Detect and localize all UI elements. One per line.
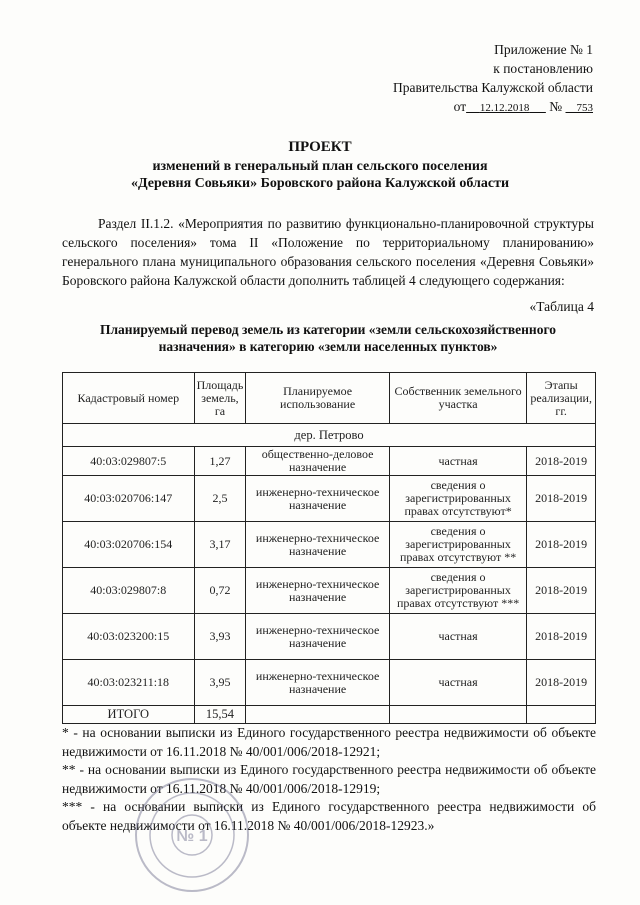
header-cadastral: Кадастровый номер <box>63 373 195 424</box>
subtitle-line1: изменений в генеральный план сельского поселения <box>152 159 488 174</box>
cell-use: инженерно-техническое назначение <box>246 476 389 522</box>
cell-owner: сведения о зарегистрированных правах отсутствуют ** <box>389 522 527 568</box>
cell-cadastral: 40:03:020706:154 <box>63 522 195 568</box>
footnote-1: * - на основании выписки из Единого государственного реестра недвижимости об объекте недвижимости от 16.11.2018 № 40/001/006/2018-12921; <box>62 725 596 759</box>
table-row <box>63 522 596 568</box>
number-prefix: № <box>549 99 563 114</box>
cell-area: 1,27 <box>194 447 246 476</box>
date-prefix: от <box>453 99 467 114</box>
total-empty-cell <box>527 706 596 724</box>
total-label: ИТОГО <box>63 706 195 724</box>
table-row <box>63 614 596 660</box>
appendix-date-line <box>393 97 593 118</box>
cell-area: 3,17 <box>194 522 246 568</box>
table-row <box>63 568 596 614</box>
caption-line1: Планируемый перевод земель из категории «земли сельскохозяйственного <box>99 322 557 337</box>
cell-use: инженерно-техническое назначение <box>246 522 389 568</box>
cell-stage: 2018-2019 <box>527 568 596 614</box>
appendix-number <box>566 102 594 114</box>
subtitle-line2: «Деревня Совьяки» Боровского района Калужской области <box>130 176 510 191</box>
table-header-row <box>63 373 596 424</box>
table-row <box>63 447 596 476</box>
total-value: 15,54 <box>194 706 246 724</box>
footnote-3: *** - на основании выписки из Единого государственного реестра недвижимости об объекте недвижимости от 16.11.2018 № 40/001/006/2018-12923.» <box>62 799 596 833</box>
cell-owner: частная <box>389 660 527 706</box>
table-label: «Таблица 4 <box>529 299 594 314</box>
table-row <box>63 660 596 706</box>
stamp-number: № 1 <box>176 828 208 845</box>
intro-paragraph: Раздел II.1.2. «Мероприятия по развитию функционально-планировочной структуры сельского поселения» тома II «Положение по территориальному планированию» генерального плана муниципального образования сельского поселения «Деревня Совьяки» Боровского района Калужской области дополнить таблицей 4 следующего содержания: <box>62 216 594 288</box>
cell-area: 0,72 <box>194 568 246 614</box>
cell-use: общественно-деловое назначение <box>246 447 389 476</box>
total-empty-cell <box>389 706 527 724</box>
cell-stage: 2018-2019 <box>527 614 596 660</box>
header-stage: Этапы реализации, гг. <box>527 373 596 424</box>
footnote-2: ** - на основании выписки из Единого государственного реестра недвижимости об объекте недвижимости от 16.11.2018 № 40/001/006/2018-12919; <box>62 762 596 796</box>
header-owner: Собственник земельного участка <box>389 373 527 424</box>
cell-cadastral: 40:03:020706:147 <box>63 476 195 522</box>
cell-cadastral: 40:03:023211:18 <box>63 660 195 706</box>
date-value: 12.12.2018 <box>479 102 530 114</box>
header-area: Площадь земель, га <box>194 373 246 424</box>
land-table <box>62 372 596 724</box>
total-empty-cell <box>246 706 389 724</box>
caption-line2: назначения» в категорию «земли населенных пунктов» <box>158 339 498 354</box>
cell-area: 3,93 <box>194 614 246 660</box>
cell-stage: 2018-2019 <box>527 660 596 706</box>
appendix-line2: к постановлению <box>493 61 593 76</box>
appendix-date <box>466 102 546 114</box>
cell-stage: 2018-2019 <box>527 522 596 568</box>
village-name: дер. Петрово <box>63 424 596 447</box>
cell-use: инженерно-техническое назначение <box>246 660 389 706</box>
doc-title: ПРОЕКТ <box>288 139 352 155</box>
cell-owner: сведения о зарегистрированных правах отсутствуют* <box>389 476 527 522</box>
cell-stage: 2018-2019 <box>527 447 596 476</box>
cell-cadastral: 40:03:029807:5 <box>63 447 195 476</box>
table-row <box>63 476 596 522</box>
appendix-block <box>393 40 593 118</box>
number-value: 753 <box>576 102 593 114</box>
cell-cadastral: 40:03:029807:8 <box>63 568 195 614</box>
total-row <box>63 706 596 724</box>
cell-use: инженерно-техническое назначение <box>246 614 389 660</box>
cell-cadastral: 40:03:023200:15 <box>63 614 195 660</box>
header-use: Планируемое использование <box>246 373 389 424</box>
cell-stage: 2018-2019 <box>527 476 596 522</box>
cell-area: 2,5 <box>194 476 246 522</box>
cell-owner: частная <box>389 614 527 660</box>
doc-subtitle <box>0 158 640 192</box>
village-row <box>63 424 596 447</box>
cell-owner: сведения о зарегистрированных правах отсутствуют *** <box>389 568 527 614</box>
table-caption <box>60 321 596 355</box>
appendix-line1: Приложение № 1 <box>494 42 593 57</box>
official-stamp-icon <box>132 775 252 895</box>
appendix-line3: Правительства Калужской области <box>392 80 593 95</box>
cell-use: инженерно-техническое назначение <box>246 568 389 614</box>
cell-owner: частная <box>389 447 527 476</box>
cell-area: 3,95 <box>194 660 246 706</box>
